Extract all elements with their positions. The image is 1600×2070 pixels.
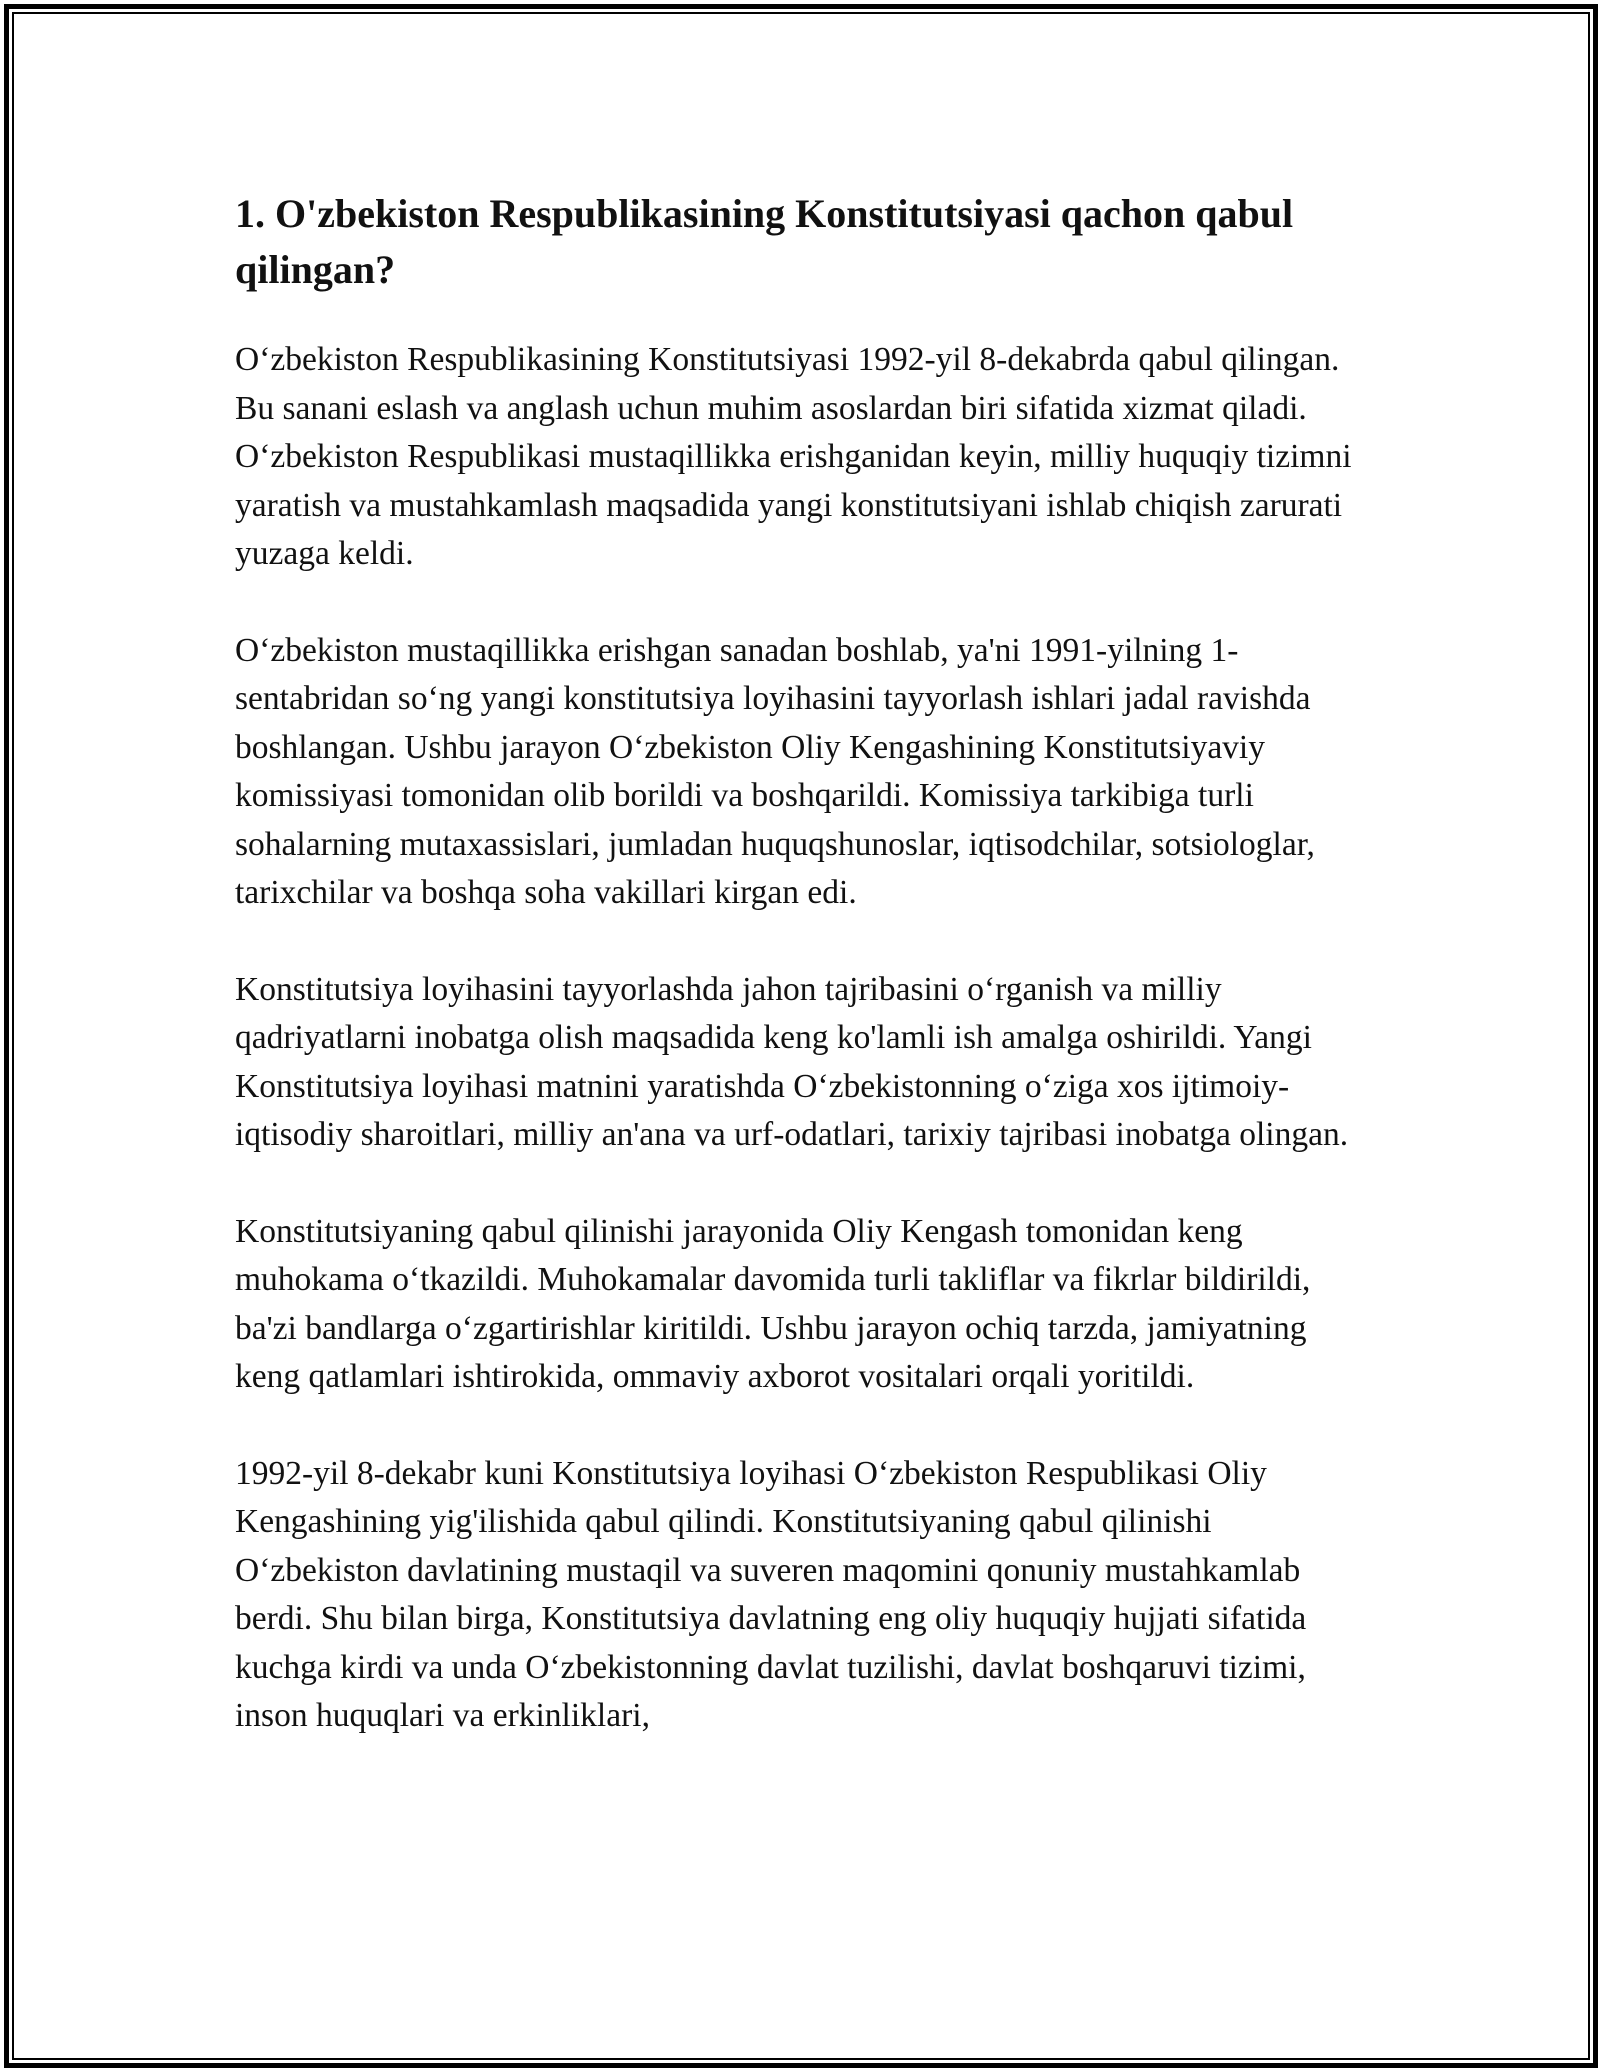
paragraph-2: Oʻzbekiston mustaqillikka erishgan sanadan boshlab, ya'ni 1991-yilning 1-sentabridan soʻng yangi konstitutsiya loyihasini tayyorlash ishlari jadal ravishda boshlangan. Ushbu jarayon Oʻzbekiston Oliy Kengashining Konstitutsiyaviy komissiyasi tomonidan olib borildi va boshqarildi. Komissiya tarkibiga turli sohalarning mutaxassislari, jumladan huquqshunoslar, iqtisodchilar, sotsiologlar, tarixchilar va boshqa soha vakillari kirgan edi. xyxy=(235,631,1315,911)
paragraph-1: Oʻzbekiston Respublikasining Konstitutsiyasi 1992-yil 8-dekabrda qabul qilingan. Bu sanani eslash va anglash uchun muhim asoslardan biri sifatida xizmat qiladi. Oʻzbekiston Respublikasi mustaqillikka erishganidan keyin, milliy huquqiy tizimni yaratish va mustahkamlash maqsadida yangi konstitutsiyani ishlab chiqish zarurati yuzaga keldi. xyxy=(235,341,1352,572)
paragraph-3: Konstitutsiya loyihasini tayyorlashda jahon tajribasini oʻrganish va milliy qadriyatlarni inobatga olish maqsadida keng ko'lamli ish amalga oshirildi. Yangi Konstitutsiya loyihasi matnini yaratishda Oʻzbekistonning oʻziga xos ijtimoiy-iqtisodiy sharoitlari, milliy an'ana va urf-odatlari, tarixiy tajribasi inobatga olingan. xyxy=(235,970,1349,1153)
paragraph-4: Konstitutsiyaning qabul qilinishi jarayonida Oliy Kengash tomonidan keng muhokama oʻtkazildi. Muhokamalar davomida turli takliflar va fikrlar bildirildi, ba'zi bandlarga oʻzgartirishlar kiritildi. Ushbu jarayon ochiq tarzda, jamiyatning keng qatlamlari ishtirokida, ommaviy axborot vositalari orqali yoritildi. xyxy=(235,1212,1311,1395)
paragraph-5: 1992-yil 8-dekabr kuni Konstitutsiya loyihasi Oʻzbekiston Respublikasi Oliy Kengashining yig'ilishida qabul qilindi. Konstitutsiyaning qabul qilinishi Oʻzbekiston davlatining mustaqil va suveren maqomini qonuniy mustahkamlab berdi. Shu bilan birga, Konstitutsiya davlatning eng oliy huquqiy hujjati sifatida kuchga kirdi va unda Oʻzbekistonning davlat tuzilishi, davlat boshqaruvi tizimi, inson huquqlari va erkinliklari, xyxy=(235,1454,1307,1734)
question-heading: 1. O'zbekiston Respublikasining Konstitutsiyasi qachon qabul qilingan? xyxy=(235,191,1294,292)
document-body xyxy=(235,186,1375,1789)
